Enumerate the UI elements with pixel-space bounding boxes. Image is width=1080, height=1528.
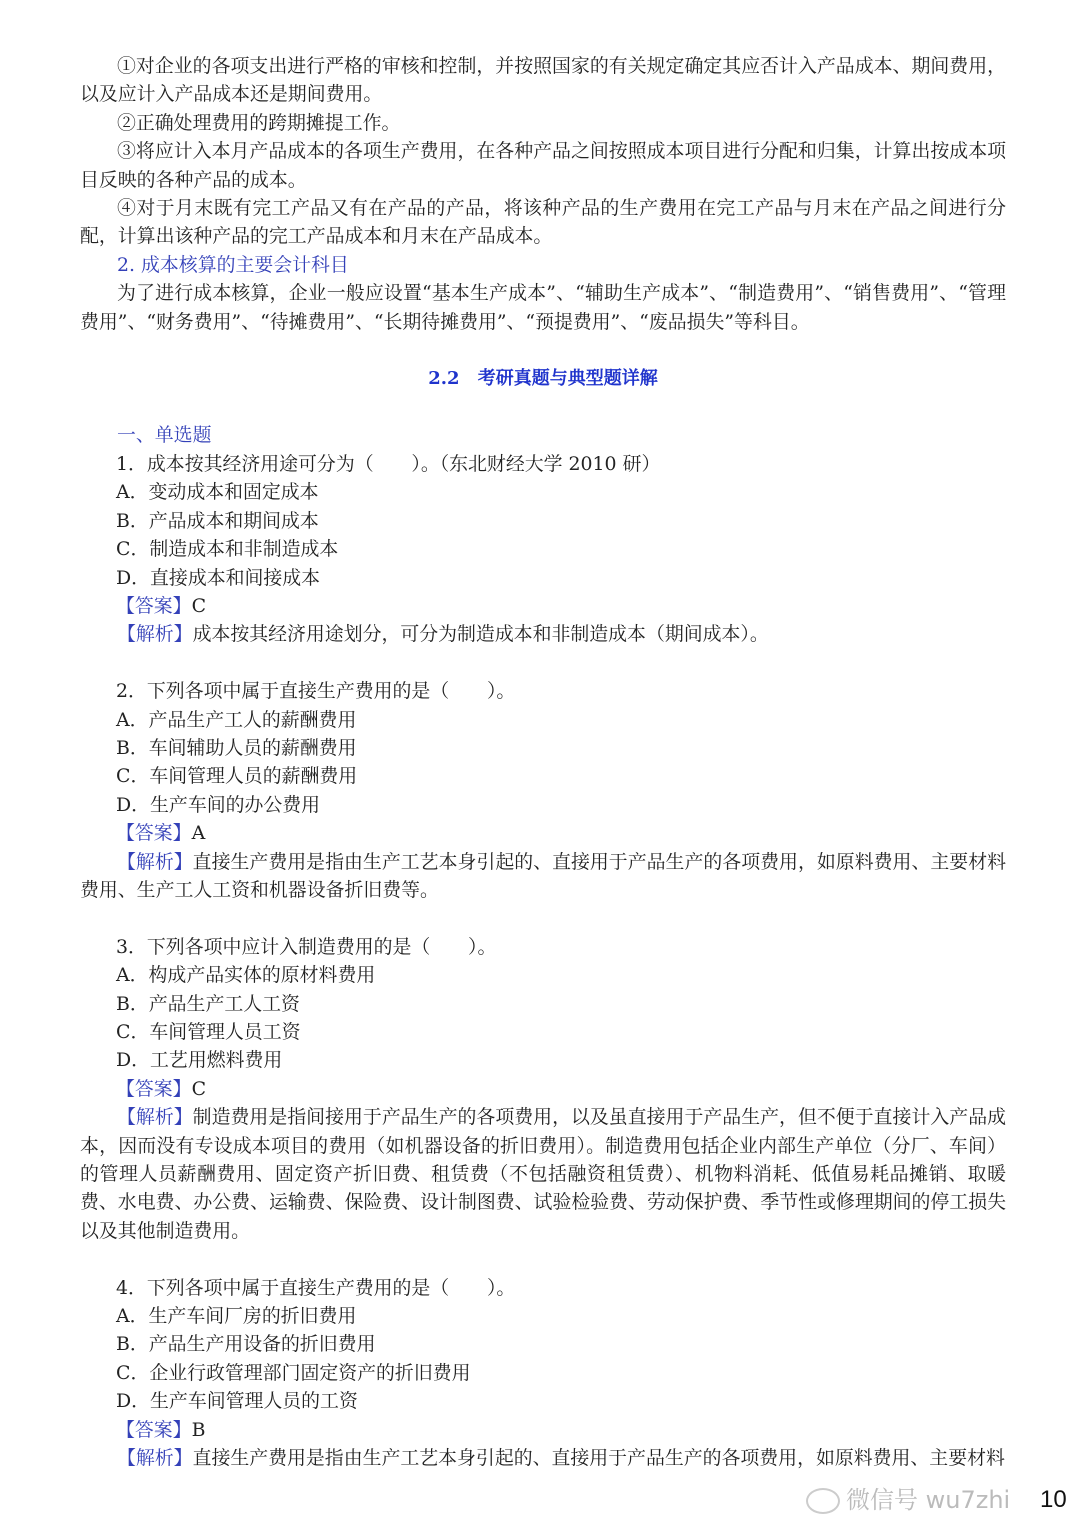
intro-item-2: ②正确处理费用的跨期摊提工作。: [117, 111, 401, 134]
analysis-label: 【解析】: [117, 623, 193, 646]
answer-label: 【答案】: [116, 1418, 192, 1441]
analysis-paragraph: [80, 848, 1006, 905]
question-option: B．产品生产工人工资: [116, 992, 300, 1015]
analysis-text: 制造费用是指间接用于产品生产的各项费用，以及虽直接用于产品生产，但不便于直接计入产品成本，因而没有专设成本项目的费用（如机器设备的折旧费用）。制造费用包括企业内部生产单位（分厂、车间）的管理人员薪酬费用、固定资产折旧费、租赁费（不包括融资租赁费）、机物料消耗、低值易耗品摊销、取暖费、水电费、办公费、运输费、保险费、设计制图费、试验检验费、劳动保护费、季节性或修理期间的停工损失以及其他制造费用。: [80, 1106, 1007, 1242]
question: [80, 450, 1006, 649]
analysis-paragraph: [80, 1103, 1006, 1245]
question: [80, 933, 1006, 1245]
answer-value: A: [191, 822, 206, 845]
subparagraph: 为了进行成本核算，企业一般应设置“基本生产成本”、“辅助生产成本”、“制造费用”、“销售费用”、“管理费用”、“财务费用”、“待摊费用”、“长期待摊费用”、“预提费用”、“废品损失”等科目。: [80, 282, 1006, 333]
document-page: [80, 52, 1006, 1472]
answer-label: 【答案】: [116, 822, 192, 845]
answer-line: [80, 819, 1006, 847]
question: [80, 1274, 1006, 1473]
analysis-text: 直接生产费用是指由生产工艺本身引起的、直接用于产品生产的各项费用，如原料费用、主要材料: [192, 1447, 1005, 1470]
question-option: A．构成产品实体的原材料费用: [116, 964, 376, 987]
wechat-icon: [806, 1488, 840, 1514]
question-stem: 1．成本按其经济用途可分为（ ）。（东北财经大学 2010 研）: [116, 452, 661, 475]
question-option: B．车间辅助人员的薪酬费用: [116, 736, 357, 759]
question-option: D．工艺用燃料费用: [116, 1049, 283, 1072]
question-stem: 3．下列各项中应计入制造费用的是（ ）。: [116, 935, 497, 958]
question-option: A．生产车间厂房的折旧费用: [116, 1305, 357, 1328]
answer-label: 【答案】: [116, 1077, 192, 1100]
analysis-label: 【解析】: [117, 1106, 193, 1129]
page-number: 10: [1040, 1486, 1067, 1513]
analysis-text: 直接生产费用是指由生产工艺本身引起的、直接用于产品生产的各项费用，如原料费用、主要材料费用、生产工人工资和机器设备折旧费等。: [80, 850, 1007, 901]
watermark: [806, 1484, 1010, 1516]
analysis-paragraph: [80, 620, 1006, 648]
answer-value: B: [191, 1418, 206, 1441]
answer-value: C: [191, 594, 207, 617]
analysis-paragraph: [80, 1444, 1006, 1472]
analysis-label: 【解析】: [117, 1447, 193, 1470]
question-option: D．直接成本和间接成本: [116, 566, 321, 589]
intro-item-1: ①对企业的各项支出进行严格的审核和控制，并按照国家的有关规定确定其应否计入产品成本、期间费用，以及应计入产品成本还是期间费用。: [80, 55, 1006, 106]
question: [80, 677, 1006, 904]
question-option: C．企业行政管理部门固定资产的折旧费用: [116, 1361, 471, 1384]
question-list: [80, 450, 1006, 1473]
answer-value: C: [191, 1077, 207, 1100]
question-option: C．车间管理人员工资: [116, 1020, 301, 1043]
watermark-text: 微信号 wu7zhi: [846, 1486, 1011, 1514]
answer-line: [80, 592, 1006, 620]
question-option: D．生产车间管理人员的工资: [116, 1390, 358, 1413]
answer-line: [80, 1075, 1006, 1103]
intro-item-3: ③将应计入本月产品成本的各项生产费用，在各种产品之间按照成本项目进行分配和归集，计算出按成本项目反映的各种产品的成本。: [80, 140, 1006, 191]
answer-label: 【答案】: [116, 594, 192, 617]
intro-item-4: ④对于月末既有完工产品又有在产品的产品，将该种产品的生产费用在完工产品与月末在产品之间进行分配，计算出该种产品的完工产品成本和月末在产品成本。: [80, 197, 1006, 248]
section-heading: [80, 365, 1006, 393]
question-option: C．制造成本和非制造成本: [116, 538, 339, 561]
question-option: A．产品生产工人的薪酬费用: [116, 708, 357, 731]
question-option: B．产品生产用设备的折旧费用: [116, 1333, 376, 1356]
question-option: D．生产车间的办公费用: [116, 793, 321, 816]
analysis-label: 【解析】: [117, 850, 193, 873]
section-title: 考研真题与典型题详解: [477, 368, 658, 390]
part-heading: 一、单选题: [117, 424, 212, 447]
subheading: 2. 成本核算的主要会计科目: [117, 253, 349, 276]
section-number: 2.2: [428, 368, 460, 390]
question-option: B．产品成本和期间成本: [116, 509, 319, 532]
question-stem: 2．下列各项中属于直接生产费用的是（ ）。: [116, 680, 516, 703]
analysis-text: 成本按其经济用途划分，可分为制造成本和非制造成本（期间成本）。: [192, 623, 769, 646]
question-option: C．车间管理人员的薪酬费用: [116, 765, 358, 788]
question-stem: 4．下列各项中属于直接生产费用的是（ ）。: [116, 1276, 516, 1299]
question-option: A．变动成本和固定成本: [116, 481, 319, 504]
answer-line: [80, 1416, 1006, 1444]
